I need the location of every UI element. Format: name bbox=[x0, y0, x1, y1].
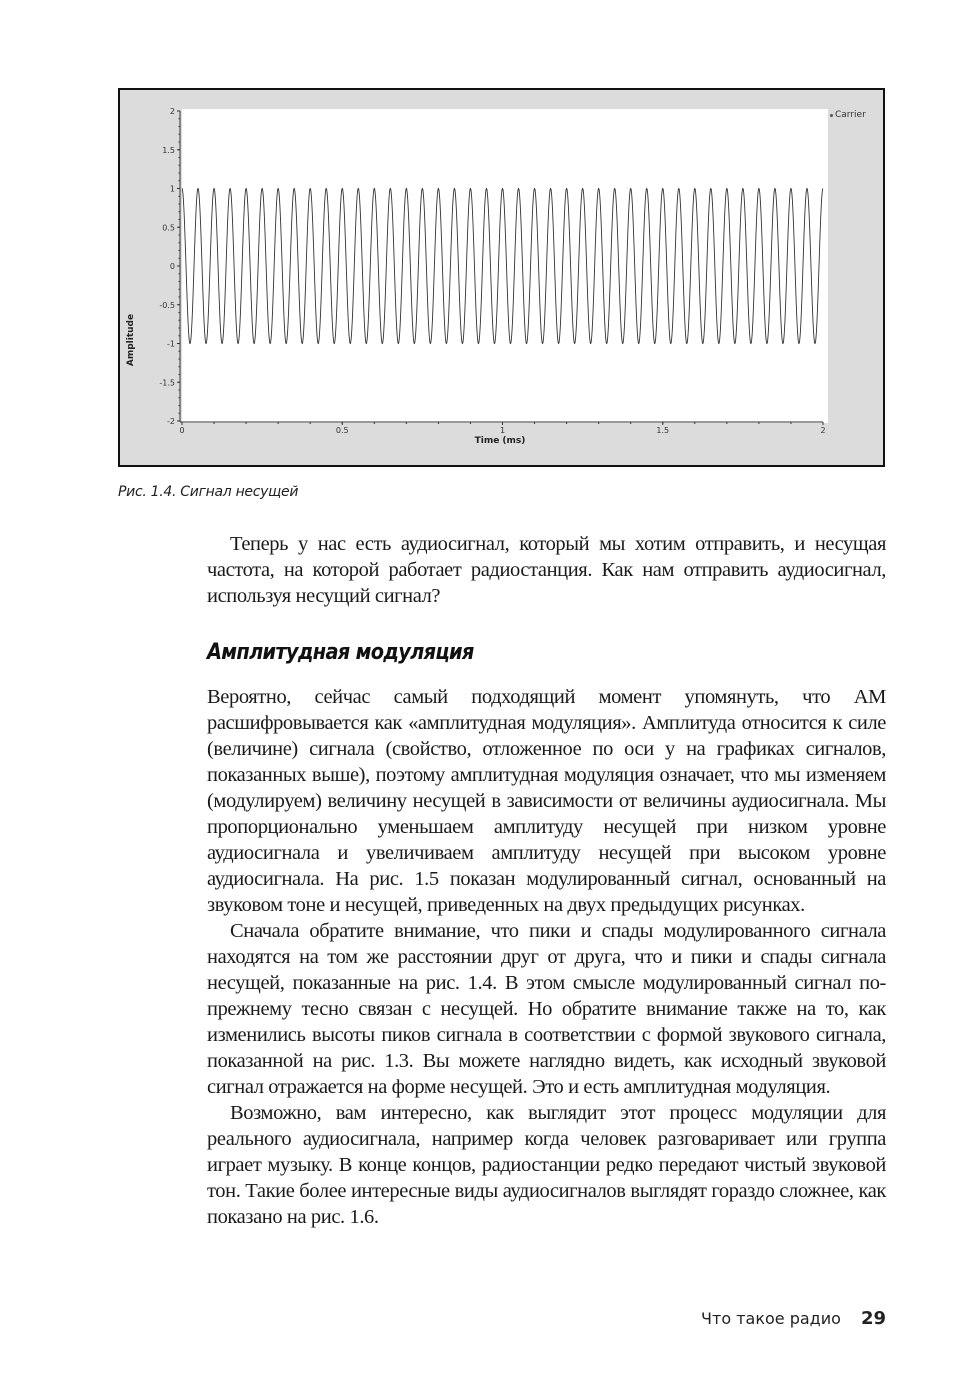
figure-caption: Рис. 1.4. Сигнал несущей bbox=[118, 484, 299, 500]
svg-text:-0.5: -0.5 bbox=[159, 300, 175, 310]
svg-text:1: 1 bbox=[499, 426, 506, 435]
svg-text:0: 0 bbox=[169, 262, 175, 271]
svg-text:0.5: 0.5 bbox=[162, 223, 175, 233]
legend-label: Carrier bbox=[835, 110, 866, 120]
running-footer-chapter: Что такое радио bbox=[701, 1309, 841, 1328]
svg-text:-1.5: -1.5 bbox=[159, 378, 175, 388]
svg-text:0.5: 0.5 bbox=[335, 426, 349, 435]
x-axis-label: Time (ms) bbox=[474, 436, 526, 446]
svg-text:0: 0 bbox=[179, 426, 185, 435]
paragraph-3: Возможно, вам интересно, как выглядит этот процесс модуляции для реального аудиосигнала, например когда человек разговаривает или группа играет музыку. В конце концов, радиостанции редко передают чистый звуковой тон. Такие более интересные виды аудиосигналов выглядят гораздо сложнее, как показано на рис. 1.6. bbox=[207, 1102, 886, 1228]
svg-text:-1: -1 bbox=[167, 339, 175, 349]
svg-text:-2: -2 bbox=[167, 417, 175, 426]
intro-paragraph-block bbox=[207, 531, 886, 609]
page-footer bbox=[701, 1308, 886, 1329]
svg-text:1: 1 bbox=[169, 184, 175, 194]
figure-carrier-chart bbox=[118, 88, 885, 467]
chart-legend bbox=[830, 110, 866, 120]
page-number: 29 bbox=[860, 1308, 886, 1329]
y-axis-label: Amplitude bbox=[126, 313, 136, 367]
paragraph-2: Сначала обратите внимание, что пики и спады модулированного сигнала находятся на том же расстоянии друг от друга, что и пики и спады сигнала несущей, показанные на рис. 1.4. В этом смысле модулированный сигнал по-прежнему тесно связан с несущей. Но обратите внимание также на то, как изменились высоты пиков сигнала в соответствии с формой звукового сигнала, показанной на рис. 1.3. Вы можете наглядно видеть, как исходный звуковой сигнал отражается на форме несущей. Это и есть амплитудная модуляция. bbox=[207, 920, 886, 1098]
intro-paragraph: Теперь у нас есть аудиосигнал, который мы хотим отправить, и несущая частота, на которой работает радиостанция. Как нам отправить аудиосигнал, используя несущий сигнал? bbox=[207, 533, 886, 607]
svg-text:1.5: 1.5 bbox=[162, 145, 175, 155]
svg-text:2: 2 bbox=[169, 107, 175, 116]
section-heading: Амплитудная модуляция bbox=[207, 640, 474, 665]
svg-text:1.5: 1.5 bbox=[656, 426, 670, 435]
paragraph-1: Вероятно, сейчас самый подходящий момент упомянуть, что АМ расшифровывается как «амплитудная модуляция». Амплитуда относится к силе (величине) сигнала (свойство, отложенное по оси y на графиках сигналов, показанных выше), поэтому амплитудная модуляция означает, что мы изменяем (модулируем) величину несущей в зависимости от величины аудиосигнала. Мы пропорционально уменьшаем амплитуду несущей при низком уровне аудиосигнала и увеличиваем амплитуду несущей при высоком уровне аудиосигнала. На рис. 1.5 показан модулированный сигнал, основанный на звуковом тоне и несущей, приведенных на двух предыдущих рисунках. bbox=[207, 686, 886, 916]
legend-marker-icon bbox=[830, 114, 833, 117]
section-body bbox=[207, 684, 886, 1230]
chart-plot bbox=[120, 90, 883, 465]
svg-text:2: 2 bbox=[820, 426, 826, 435]
